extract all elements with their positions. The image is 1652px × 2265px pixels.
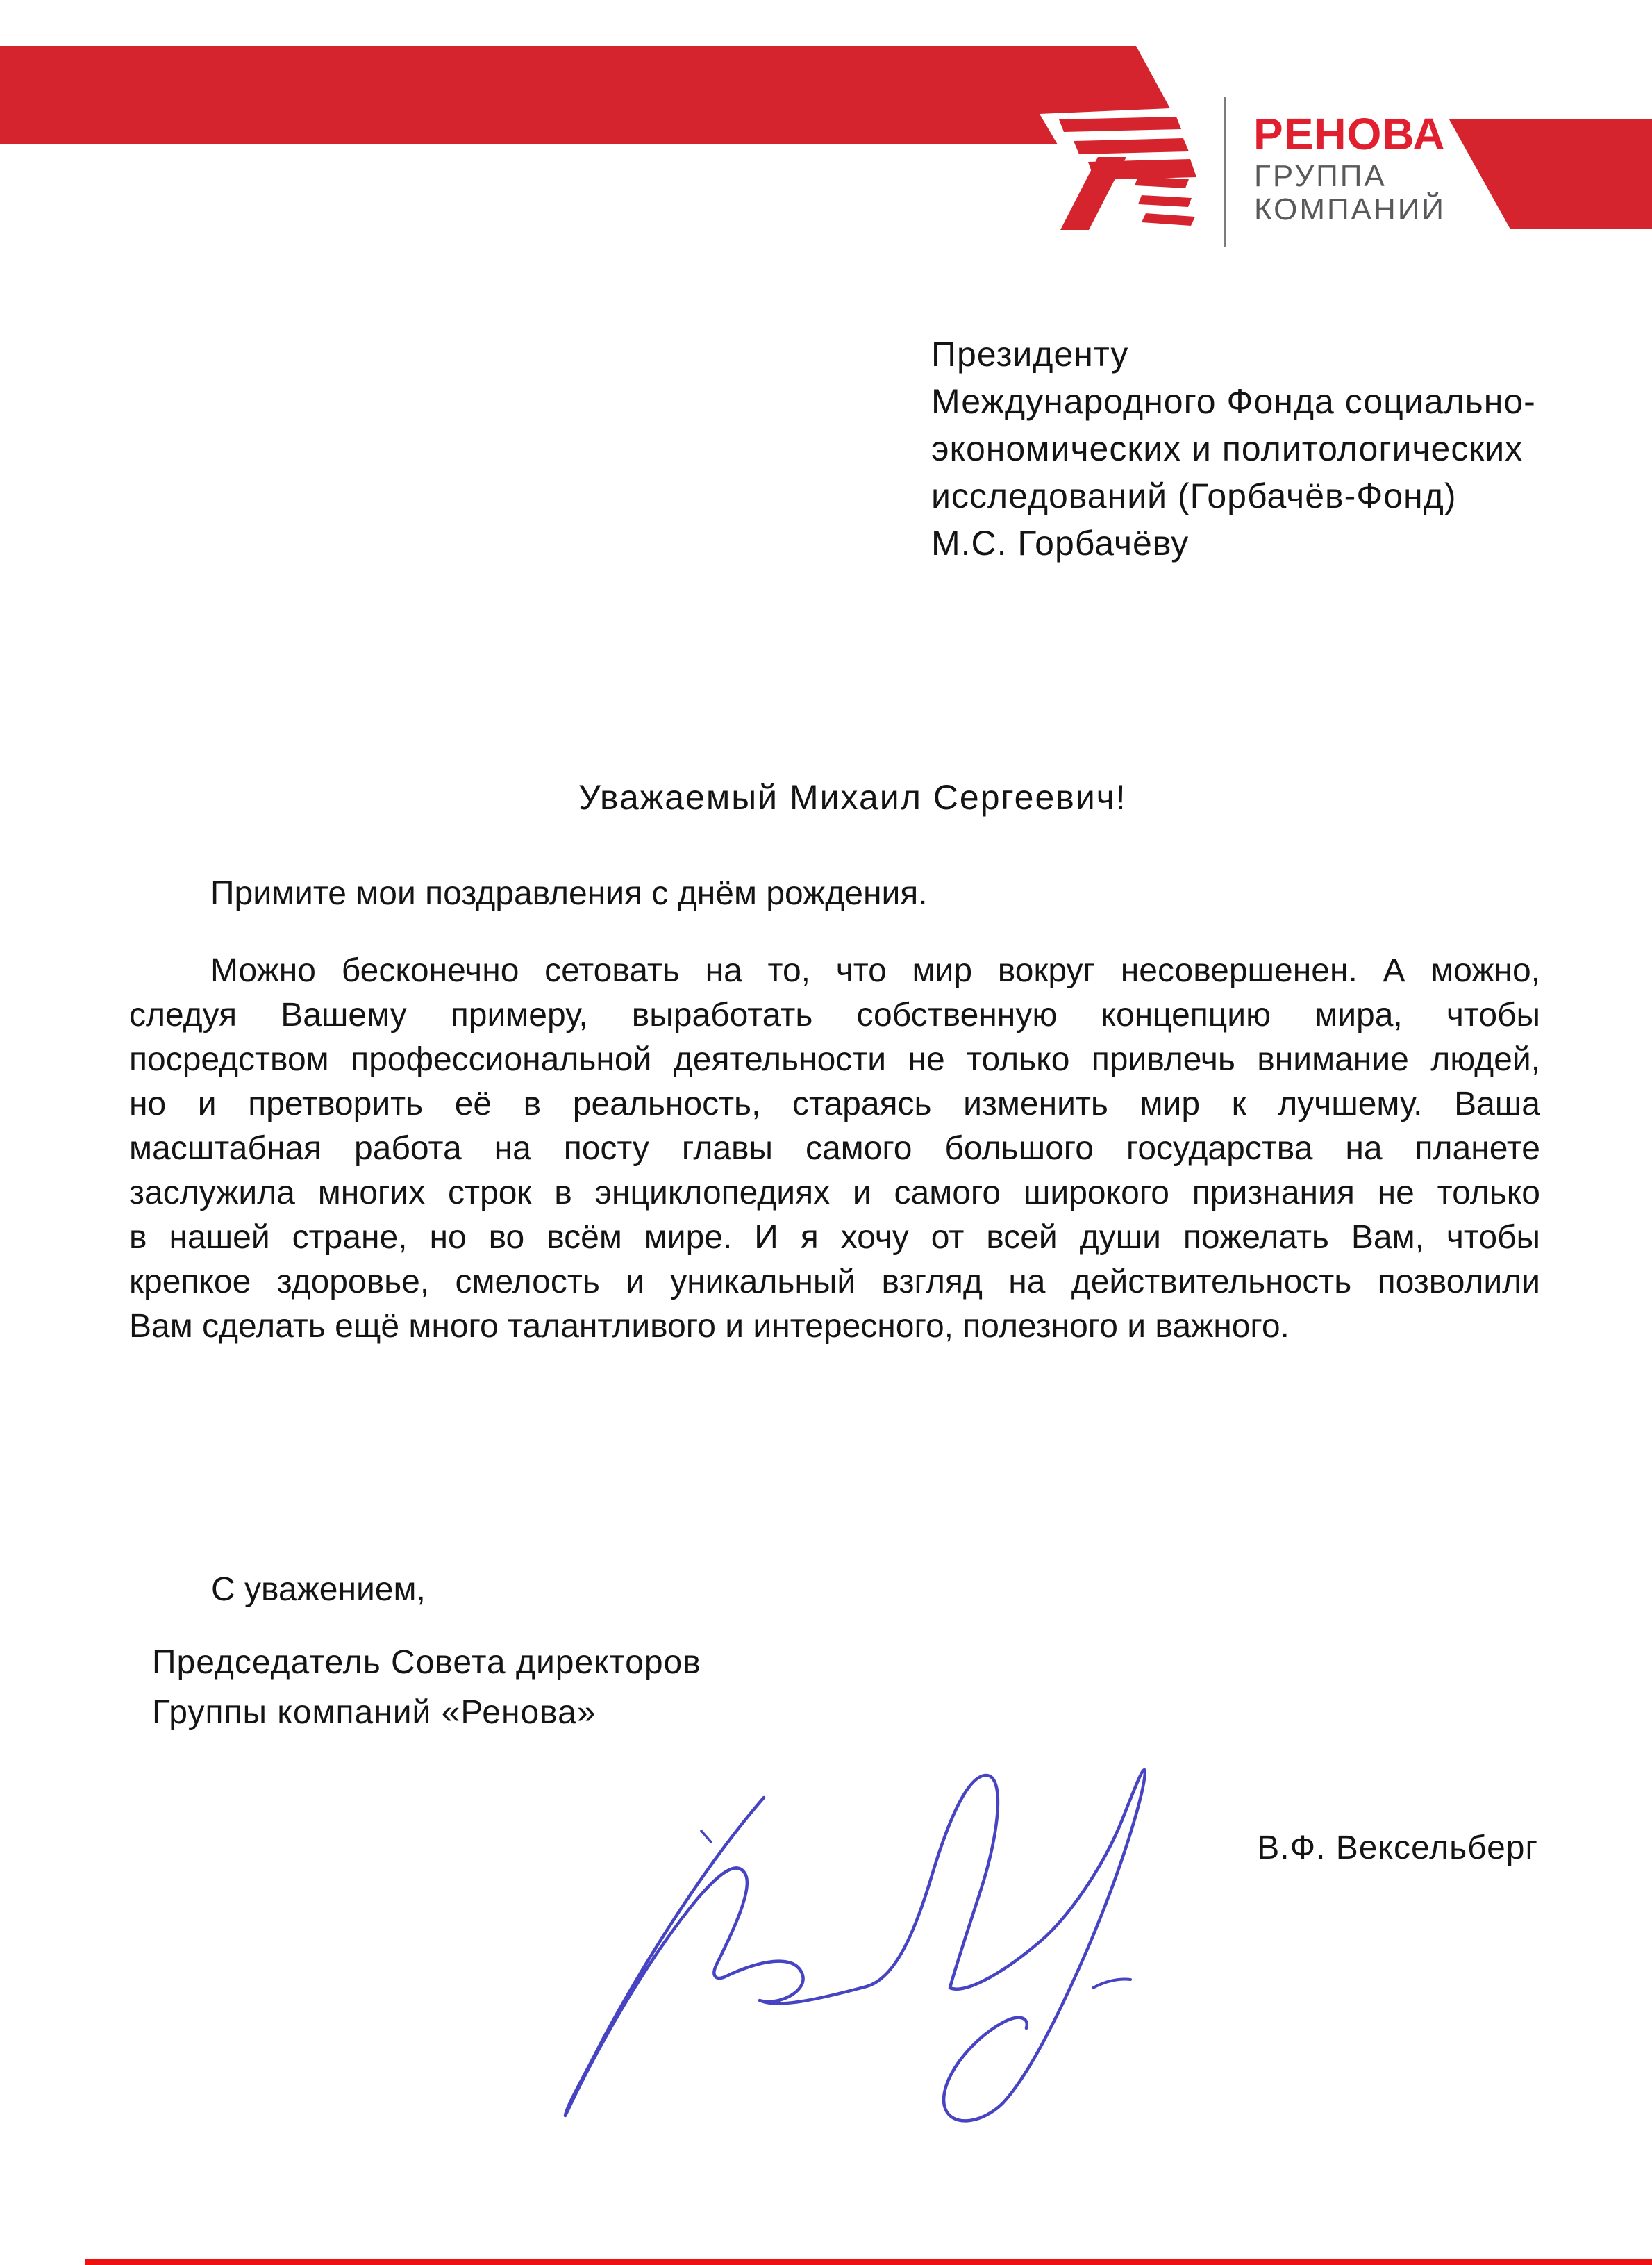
- recipient-address: [931, 331, 1536, 567]
- recipient-line: исследований (Горбачёв-Фонд): [931, 476, 1457, 515]
- logo-title: РЕНОВА: [1253, 109, 1446, 159]
- paragraph-line: следуя Вашему примеру, выработать собственную концепцию мира, чтобы: [129, 997, 1540, 1034]
- header-right-trapezoid: [1449, 119, 1652, 229]
- signature-scribble: [528, 1736, 1180, 2167]
- signer-title-line: Группы компаний «Ренова»: [152, 1694, 596, 1731]
- recipient-line: экономических и политологических: [931, 429, 1524, 468]
- paragraph-line: Примите мои поздравления с днём рождения.: [210, 875, 928, 912]
- paragraph-line: Можно бесконечно сетовать на то, что мир вокруг несовершенен. А можно,: [210, 952, 1540, 989]
- paragraph-main: [129, 949, 1540, 1349]
- recipient-line: Президенту: [931, 335, 1129, 374]
- paragraph-line: посредством профессиональной деятельности не только привлечь внимание людей,: [129, 1041, 1540, 1078]
- logo-subtitle-line2: КОМПАНИЙ: [1254, 192, 1446, 226]
- logo-subtitle-line1: ГРУППА: [1254, 159, 1387, 193]
- signer-title-line: Председатель Совета директоров: [152, 1644, 701, 1681]
- paragraph-line: крепкое здоровье, смелость и уникальный взгляд на действительность позволили: [129, 1263, 1540, 1300]
- footer-red-bar: [85, 2259, 1652, 2265]
- recipient-line: М.С. Горбачёву: [931, 524, 1190, 563]
- paragraph-line: но и претворить её в реальность, стараясь изменить мир к лучшему. Ваша: [129, 1086, 1540, 1122]
- signer-title: [152, 1638, 701, 1738]
- recipient-line: Международного Фонда социально-: [931, 382, 1536, 421]
- renova-r-emblem-icon: [1059, 117, 1196, 230]
- paragraph-line: масштабная работа на посту главы самого большого государства на планете: [129, 1130, 1540, 1167]
- paragraph-line: в нашей стране, но во всём мире. И я хочу от всей души пожелать Вам, чтобы: [129, 1219, 1540, 1256]
- paragraph-congratulation: [129, 877, 1540, 911]
- header-red-band: [0, 46, 1170, 144]
- greeting-line: Уважаемый Михаил Сергеевич!: [578, 778, 1127, 817]
- valediction: С уважением,: [211, 1571, 426, 1608]
- logo-divider-line: [1224, 97, 1226, 247]
- paragraph-line: Вам сделать ещё много талантливого и интересного, полезного и важного.: [129, 1308, 1290, 1345]
- paragraph-line: заслужила многих строк в энциклопедиях и самого широкого признания не только: [129, 1175, 1540, 1211]
- signer-name: В.Ф. Вексельберг: [1257, 1830, 1538, 1866]
